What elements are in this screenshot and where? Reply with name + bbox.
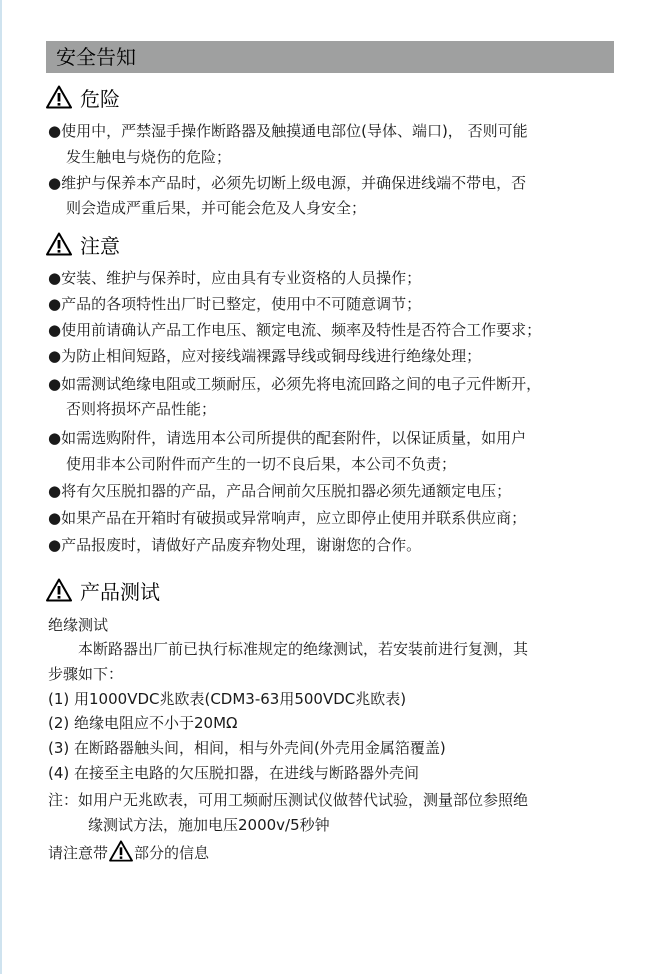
item-text: 产品的各项特性出厂时已整定，使用中不可随意调节；	[61, 295, 422, 313]
list-item	[48, 121, 528, 141]
caution-heading-text: 注意	[80, 233, 120, 258]
bullet: ●	[48, 321, 62, 339]
test-note: 注：如用户无兆欧表，可用工频耐压测试仪做替代试验，测量部位参照绝	[48, 791, 529, 809]
test-paragraph-line: 本断路器出厂前已执行标准规定的绝缘测试，若安装前进行复测，其	[78, 640, 529, 658]
title-bar	[46, 41, 614, 73]
bullet: ●	[48, 429, 62, 447]
warning-triangle-icon	[46, 578, 72, 602]
item-continuation: 则会造成严重后果，并可能会危及人身安全；	[66, 199, 367, 217]
footer-note	[48, 840, 209, 863]
page-title: 安全告知	[56, 45, 136, 69]
item-text: 如需测试绝缘电阻或工频耐压，必须先将电流回路之间的电子元件断开，	[61, 375, 542, 393]
bullet: ●	[48, 375, 62, 393]
warning-triangle-icon	[46, 85, 72, 109]
item-text: 安装、维护与保养时，应由具有专业资格的人员操作；	[61, 269, 422, 287]
test-note-continuation: 缘测试方法，施加电压2000v/5秒钟	[88, 816, 330, 834]
bullet: ●	[48, 482, 62, 500]
bullet: ●	[48, 269, 62, 287]
item-text: 如需选购附件，请选用本公司所提供的配套附件，以保证质量，如用户	[61, 429, 527, 447]
bullet: ●	[48, 174, 62, 192]
test-step: (1) 用1000VDC兆欧表(CDM3-63用500VDC兆欧表)	[48, 690, 407, 708]
list-item	[48, 508, 526, 528]
bullet: ●	[48, 509, 62, 527]
list-item	[48, 173, 526, 193]
footer-text-after: 部分的信息	[134, 844, 210, 862]
bullet: ●	[48, 347, 62, 365]
item-text: 如果产品在开箱时有破损或异常响声，应立即停止使用并联系供应商；	[61, 509, 527, 527]
item-continuation: 使用非本公司附件而产生的一切不良后果，本公司不负责；	[66, 455, 457, 473]
test-step: (4) 在接至主电路的欠压脱扣器，在进线与断路器外壳间	[48, 764, 420, 782]
list-item	[48, 428, 526, 448]
list-item	[48, 374, 541, 394]
warning-triangle-icon	[108, 840, 134, 862]
list-item	[48, 481, 511, 501]
test-heading	[46, 575, 160, 605]
test-heading-text: 产品测试	[80, 579, 160, 604]
test-paragraph-line: 步骤如下：	[48, 665, 124, 683]
list-item	[48, 535, 421, 555]
list-item	[48, 346, 481, 366]
item-text: 产品报废时，请做好产品废弃物处理，谢谢您的合作。	[61, 536, 422, 554]
caution-heading	[46, 229, 120, 259]
list-item	[48, 268, 421, 288]
bullet: ●	[48, 122, 62, 140]
footer-text-before: 请注意带	[48, 844, 109, 862]
item-text: 使用中，严禁湿手操作断路器及触摸通电部位(导体、端口)， 否则可能	[61, 122, 528, 140]
left-edge-rule	[0, 0, 2, 974]
test-subheading: 绝缘测试	[48, 616, 109, 634]
bullet: ●	[48, 536, 62, 554]
item-text: 为防止相间短路，应对接线端裸露导线或铜母线进行绝缘处理；	[61, 347, 482, 365]
danger-heading-text: 危险	[80, 86, 120, 111]
test-step: (3) 在断路器触头间，相间，相与外壳间(外壳用金属箔覆盖)	[48, 739, 446, 757]
list-item	[48, 320, 541, 340]
bullet: ●	[48, 295, 62, 313]
danger-heading	[46, 82, 120, 112]
test-step: (2) 绝缘电阻应不小于20MΩ	[48, 714, 238, 732]
item-continuation: 发生触电与烧伤的危险；	[66, 148, 232, 166]
list-item	[48, 294, 421, 314]
item-text: 将有欠压脱扣器的产品，产品合闸前欠压脱扣器必须先通额定电压；	[61, 482, 512, 500]
item-text: 使用前请确认产品工作电压、额定电流、频率及特性是否符合工作要求；	[61, 321, 542, 339]
item-text: 维护与保养本产品时，必须先切断上级电源，并确保进线端不带电，否	[61, 174, 527, 192]
item-continuation: 否则将损坏产品性能；	[66, 400, 217, 418]
warning-triangle-icon	[46, 232, 72, 256]
